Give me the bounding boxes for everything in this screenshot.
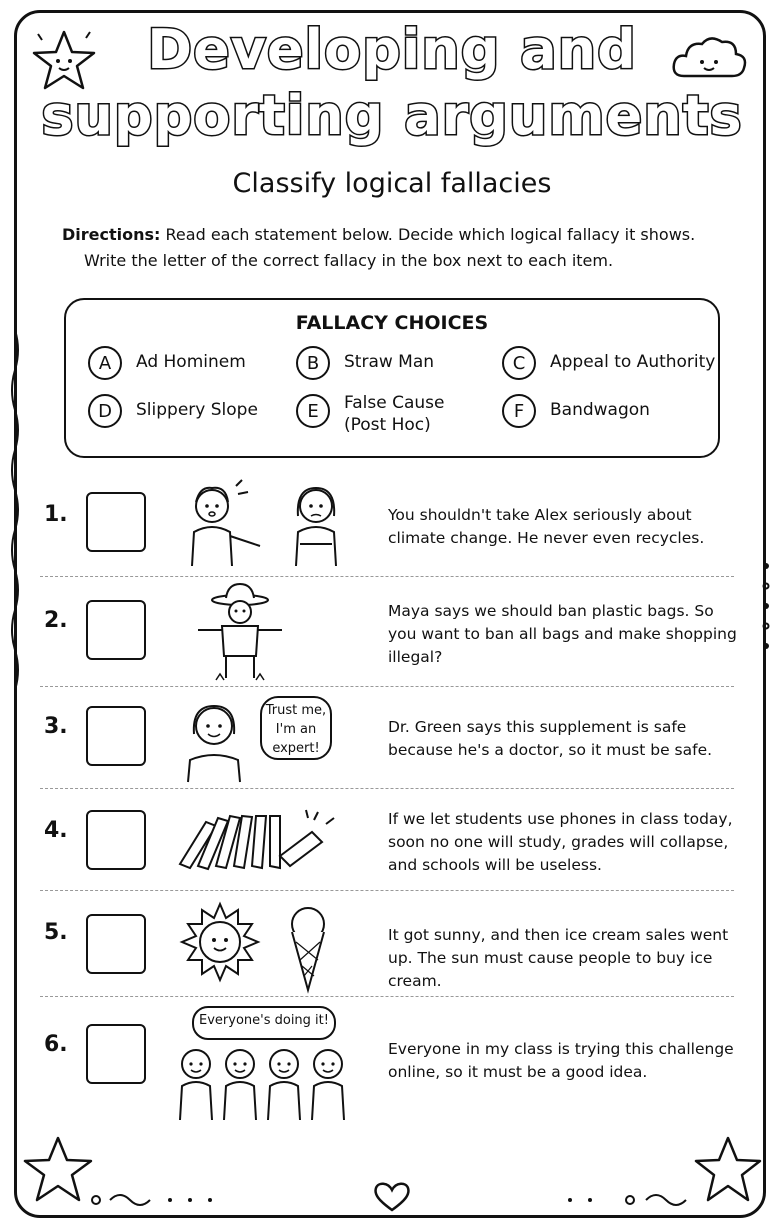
answer-box[interactable] — [86, 600, 146, 660]
choice-a — [88, 346, 246, 380]
question-number: 6. — [44, 1032, 68, 1057]
people-arguing-illustration — [176, 476, 376, 576]
divider — [40, 890, 734, 891]
choice-letter: D — [88, 394, 122, 428]
falling-dominoes-illustration — [176, 808, 346, 878]
choice-letter: C — [502, 346, 536, 380]
choice-letter: A — [88, 346, 122, 380]
choice-letter: E — [296, 394, 330, 428]
answer-box[interactable] — [86, 914, 146, 974]
choice-label: Straw Man — [344, 352, 435, 372]
answer-box[interactable] — [86, 810, 146, 870]
choice-f — [502, 394, 650, 428]
page-title: supporting arguments — [41, 84, 743, 147]
question-row — [40, 1013, 740, 1122]
divider — [40, 996, 734, 997]
page-title: Developing and — [147, 18, 637, 81]
divider — [40, 788, 734, 789]
question-statement: Maya says we should ban plastic bags. So you want to ban all bags and make shopping illegal? — [388, 602, 737, 666]
answer-box[interactable] — [86, 706, 146, 766]
sun-and-ice-cream-illustration — [176, 898, 346, 994]
group-of-kids-illustration — [176, 1042, 356, 1122]
choice-d — [88, 394, 258, 428]
choice-b — [296, 346, 434, 380]
directions-label: Directions: — [62, 225, 161, 244]
choice-letter: F — [502, 394, 536, 428]
question-row — [40, 912, 740, 992]
question-row — [40, 490, 740, 570]
choice-label: Bandwagon — [550, 400, 650, 420]
choice-label: Ad Hominem — [136, 352, 246, 372]
question-statement: Dr. Green says this supplement is safe because he's a doctor, so it must be safe. — [388, 718, 713, 759]
divider — [40, 686, 734, 687]
expert-illustration — [176, 694, 256, 784]
directions — [62, 222, 742, 274]
directions-text: Read each statement below. Decide which logical fallacy it shows. — [165, 225, 696, 244]
question-number: 2. — [44, 608, 68, 633]
bottom-border-decoration — [90, 1188, 690, 1212]
choice-letter: B — [296, 346, 330, 380]
question-statement: If we let students use phones in class today, soon no one will study, grades will collapse, and schools will be useless. — [388, 810, 733, 874]
choice-label: Slippery Slope — [136, 400, 258, 420]
side-border-decoration — [760, 560, 772, 680]
directions-text: Write the letter of the correct fallacy in the box next to each item. — [84, 251, 614, 270]
star-icon — [690, 1130, 766, 1208]
scarecrow-illustration — [176, 582, 296, 682]
question-number: 5. — [44, 920, 68, 945]
question-statement: You shouldn't take Alex seriously about climate change. He never even recycles. — [388, 506, 705, 547]
page-subtitle: Classify logical fallacies — [232, 168, 552, 199]
answer-box[interactable] — [86, 492, 146, 552]
choice-e — [296, 394, 444, 436]
fallacy-choices-box — [64, 298, 720, 458]
divider — [40, 576, 734, 577]
fallacy-choices-heading: FALLACY CHOICES — [295, 312, 489, 334]
question-number: 4. — [44, 818, 68, 843]
question-row — [40, 598, 740, 678]
question-statement: It got sunny, and then ice cream sales went up. The sun must cause people to buy ice cream. — [388, 926, 729, 990]
star-icon — [18, 1130, 98, 1208]
question-statement: Everyone in my class is trying this challenge online, so it must be a good idea. — [388, 1040, 734, 1081]
question-row — [40, 704, 740, 784]
answer-box[interactable] — [86, 1024, 146, 1084]
speech-bubble: Trust me, I'm an expert! — [260, 696, 332, 760]
question-number: 1. — [44, 502, 68, 527]
choice-label: False Cause (Post Hoc) — [344, 393, 445, 435]
speech-bubble: Everyone's doing it! — [192, 1006, 336, 1040]
choice-c — [502, 346, 715, 380]
question-row — [40, 808, 740, 888]
side-border-decoration — [8, 330, 22, 690]
choice-label: Appeal to Authority — [550, 352, 716, 372]
question-number: 3. — [44, 714, 68, 739]
